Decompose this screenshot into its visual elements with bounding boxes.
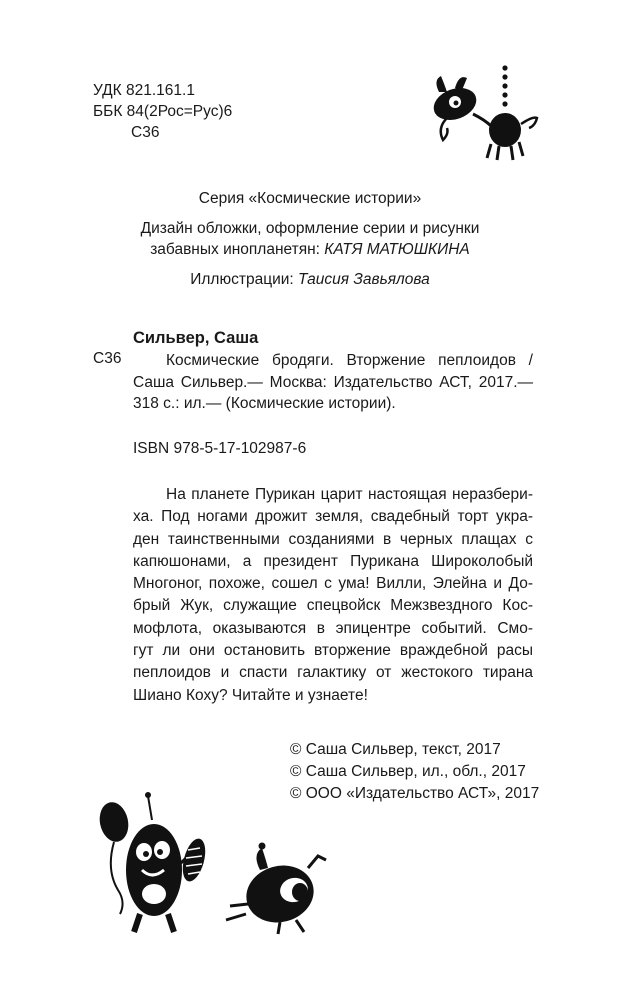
design-credit-line2	[0, 239, 620, 260]
illustrations-prefix: Иллюстрации:	[190, 271, 299, 288]
annotation-line: гут ли они остановить вторжение враждебной расы	[133, 642, 533, 660]
biblio-description	[133, 350, 533, 415]
illustrations-credit	[0, 269, 620, 290]
copyright-line: © Саша Сильвер, ил., обл., 2017	[290, 763, 526, 780]
author-mark: С36	[131, 124, 160, 141]
classification-codes	[93, 80, 232, 143]
annotation-line: мофлота, оказываются в эпицентре событий. Смо-	[133, 619, 533, 637]
annotation-line: Шиано Коху? Читайте и узнаете!	[133, 686, 368, 704]
design-credit-line1: Дизайн обложки, оформление серии и рисунки	[140, 220, 480, 237]
annotation-line: брый Жук, служащие спецвойск Межзвездного Кос-	[133, 597, 533, 615]
tumbling-alien-icon	[222, 840, 332, 935]
copyright-line: © ООО «Издательство АСТ», 2017	[290, 785, 540, 802]
biblio-mark: С36	[93, 350, 122, 367]
copyright-line: © Саша Сильвер, текст, 2017	[290, 741, 501, 758]
illustrator-name: Таисия Завьялова	[298, 271, 430, 288]
alien-creature-with-antenna-icon	[425, 62, 545, 162]
biblio-line: 318 с.: ил.— (Космические истории).	[133, 395, 396, 412]
annotation	[133, 484, 533, 707]
bbk-code: ББК 84(2Рос=Рус)6	[93, 103, 233, 120]
biblio-line: Саша Сильвер.— Москва: Издательство АСТ, 2017.—	[133, 373, 533, 391]
annotation-line: На планете Пурикан царит настоящая неразбери-	[166, 486, 533, 503]
isbn: ISBN 978-5-17-102987-6	[133, 440, 307, 457]
design-credit	[0, 218, 620, 260]
annotation-line: капюшонами, а президент Пурикана Широколобый	[133, 552, 533, 570]
designer-name: КАТЯ МАТЮШКИНА	[324, 241, 470, 258]
alien-with-balloon-icon	[92, 790, 207, 940]
series-line: Серия «Космические истории»	[198, 190, 422, 207]
copyright-block	[290, 739, 539, 805]
annotation-line: пеплоидов и спасти галактику от жестокого тирана	[133, 664, 533, 682]
udk-code: УДК 821.161.1	[93, 82, 195, 99]
annotation-line: Многоног, похоже, сошел с ума! Вилли, Элейна и До-	[133, 575, 533, 593]
biblio-author: Сильвер, Саша	[133, 329, 259, 347]
annotation-line: ден таинственными созданиями в черных плащах с	[133, 530, 533, 548]
biblio-line: Космические бродяги. Вторжение пеплоидов /	[166, 352, 533, 369]
annotation-line: ха. Под ногами дрожит земля, свадебный торт укра-	[133, 508, 533, 526]
design-credit-prefix: забавных инопланетян:	[150, 241, 325, 258]
